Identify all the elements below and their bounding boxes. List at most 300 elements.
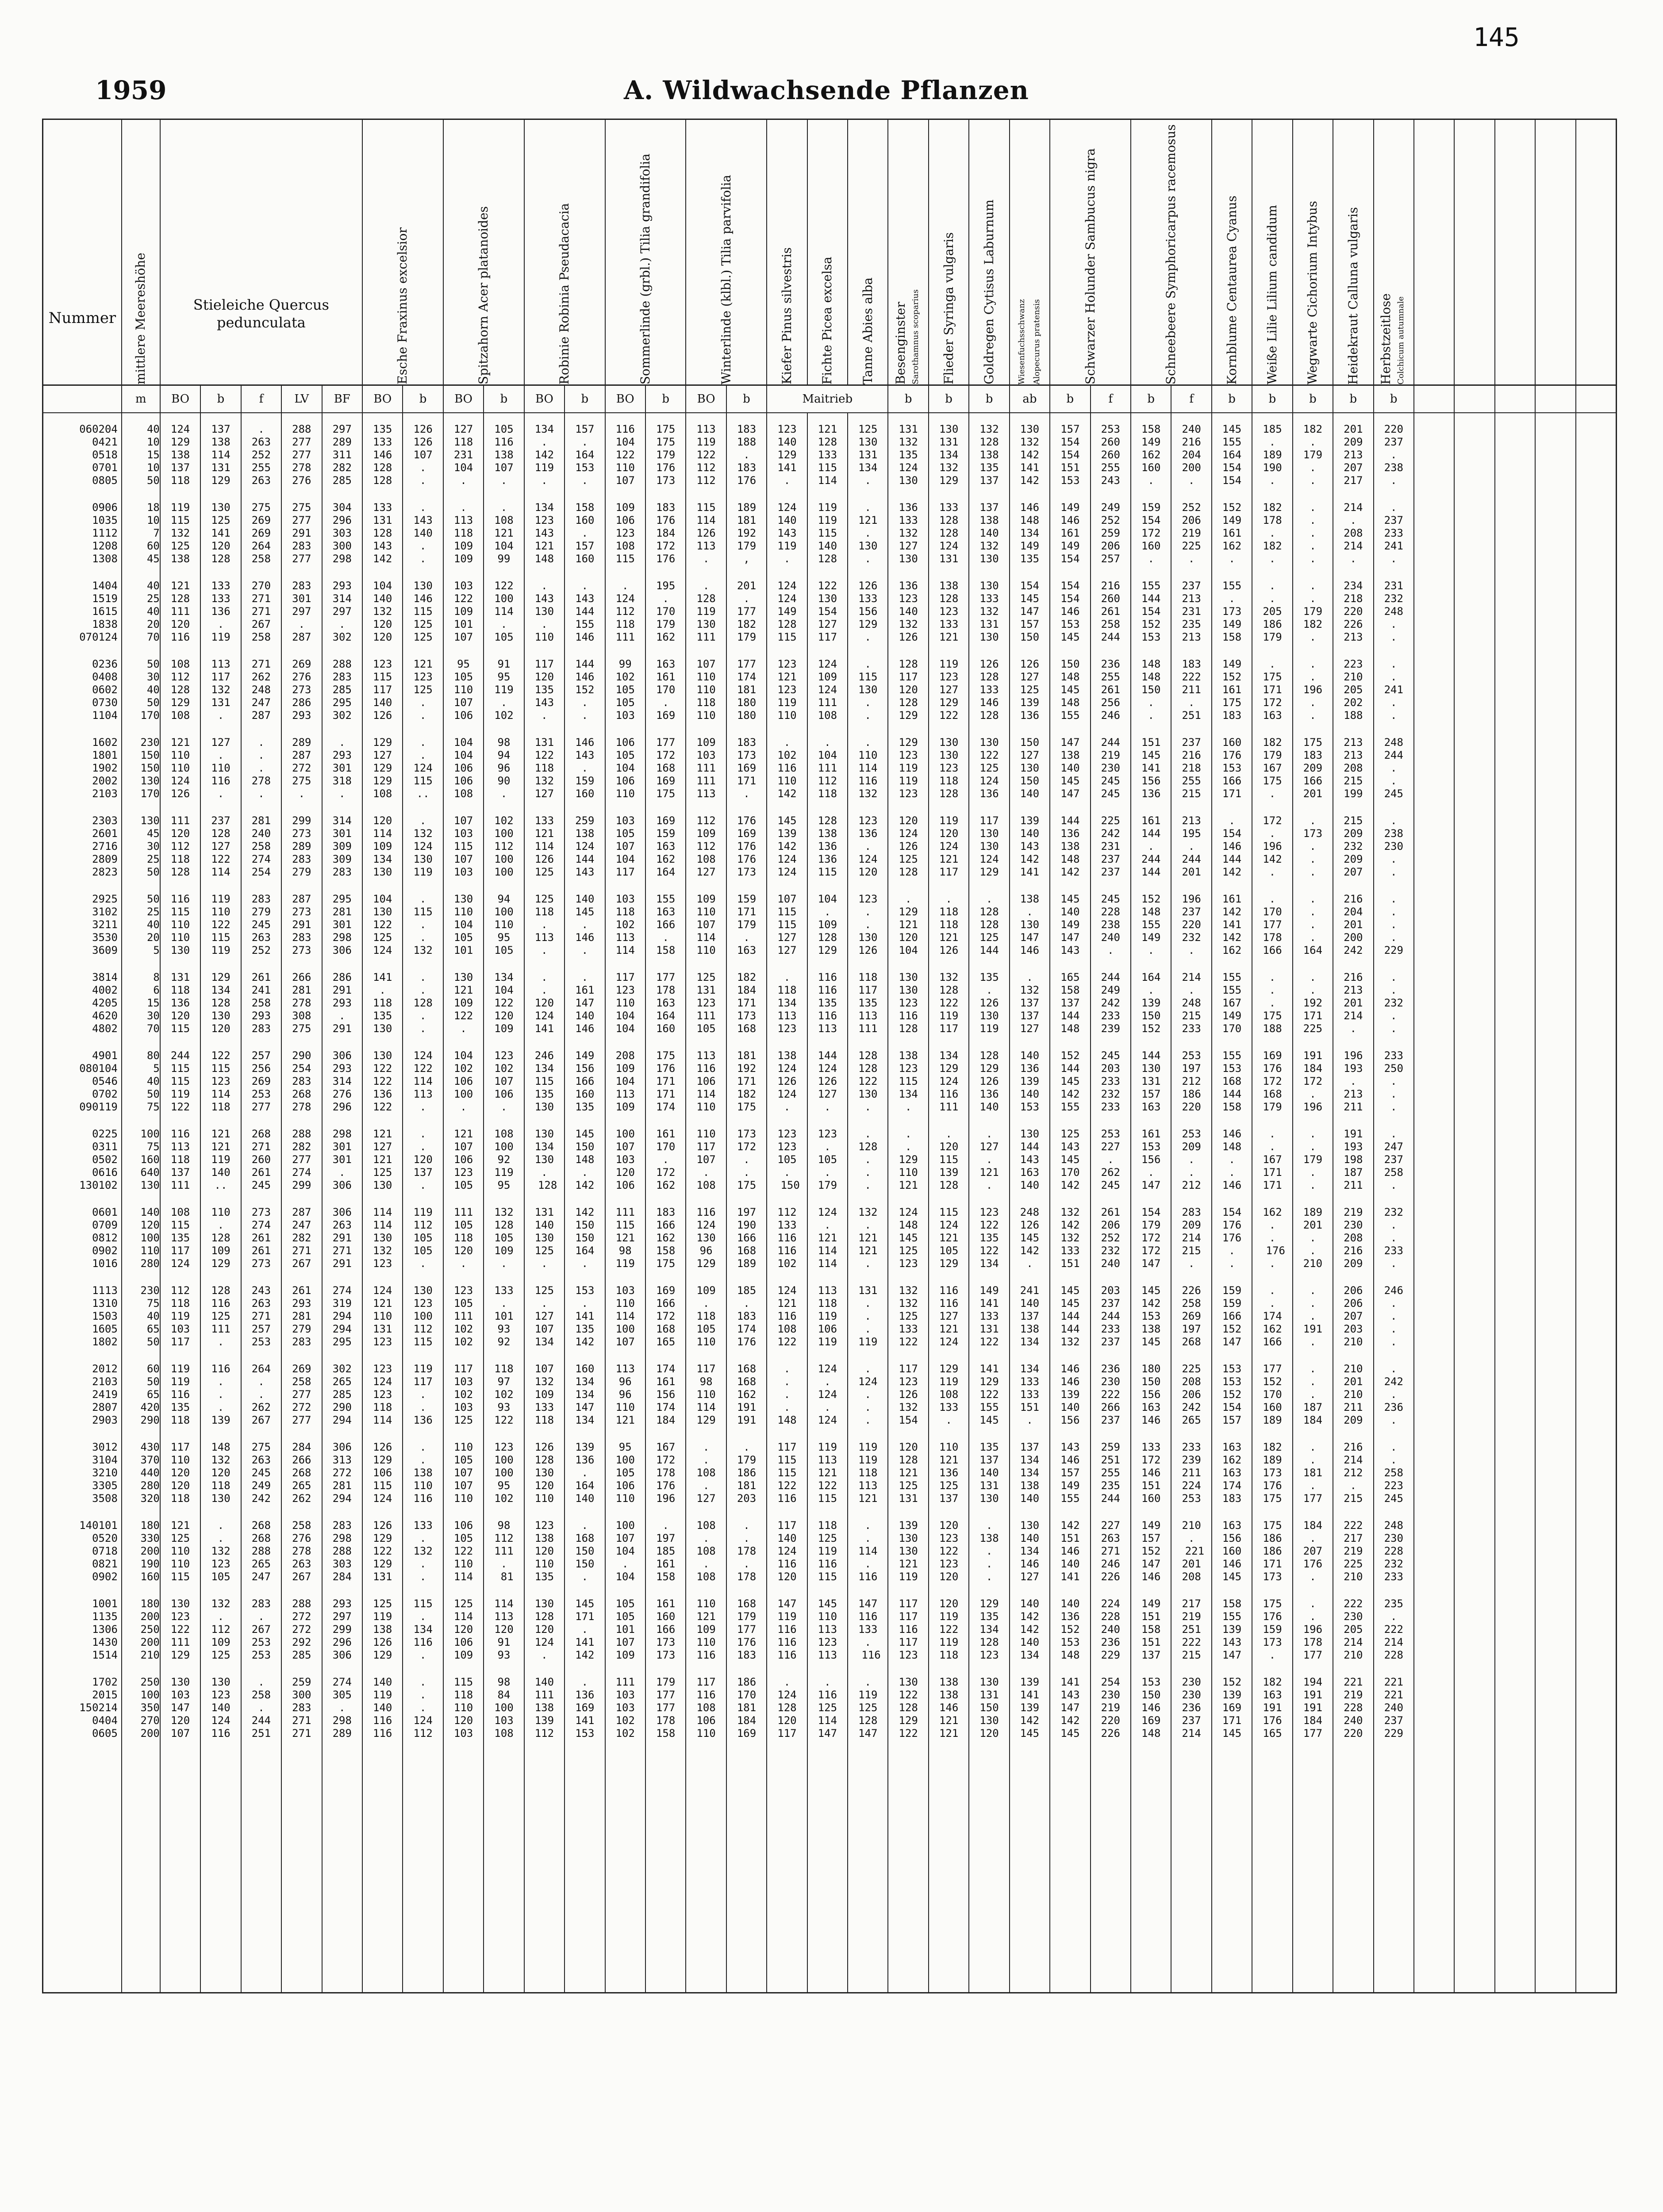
subheader-cell: b <box>1131 385 1171 413</box>
value-cell: 113 118 119 106 119 <box>807 1275 848 1353</box>
value-cell: 261 206 252 232 240 <box>1091 1196 1131 1275</box>
station-number-cell: 3814 4002 4205 4620 4802 <box>43 961 122 1040</box>
subheader-cell: BF <box>322 385 362 413</box>
value-cell: 213 195 . 244 201 <box>1171 805 1211 883</box>
value-cell: 163 161 170 . 169 <box>645 648 686 726</box>
value-cell: 287 247 282 271 267 <box>281 1196 322 1275</box>
value-cell: 116 115 110 110 130 <box>160 883 200 961</box>
empty-cell <box>1050 1744 1090 1993</box>
value-cell: . . . 191 . <box>1293 1275 1333 1353</box>
value-cell: . 143 144 155 146 <box>565 570 605 648</box>
empty-cell <box>767 1744 807 1993</box>
empty-cell <box>1252 1744 1292 1993</box>
header-robinie: Robinie Robinia Pseudacacia <box>524 119 605 385</box>
value-cell: 161 160 166 173 173 <box>645 1588 686 1666</box>
value-cell: 129 119 108 133 . <box>929 1353 969 1431</box>
value-cell: . 128 128 125 144 <box>969 883 1009 961</box>
station-number-cell: 1404 1519 1615 1838 070124 <box>43 570 122 648</box>
header-schneebeere: Schneebeere Symphoricarpus racemosus <box>1131 119 1212 385</box>
value-cell: 137 134 134 138 140 <box>1010 1431 1050 1509</box>
empty-cell <box>1495 1588 1535 1666</box>
value-cell: 271 262 248 247 287 <box>241 648 281 726</box>
value-cell: 248 230 228 232 233 <box>1374 1509 1414 1588</box>
value-cell: . . 114 . 116 <box>848 1509 888 1588</box>
value-cell: 147 116 133 . 116 <box>848 1588 888 1666</box>
value-cell: 149 156 166 160 135 <box>565 1040 605 1118</box>
value-cell: 158 155 139 143 147 <box>1212 1588 1252 1666</box>
value-cell: 124 121 116 108 122 <box>767 1275 807 1353</box>
empty-cell <box>969 1744 1009 1993</box>
value-cell: 257 256 269 253 277 <box>241 1040 281 1118</box>
value-cell: 119 119 115 140 128 <box>807 492 848 570</box>
value-cell: 182 189 173 176 175 <box>1252 1431 1292 1509</box>
value-cell: 108 112 128 129 108 <box>160 648 200 726</box>
value-cell: 152 149 161 162 . <box>1212 492 1252 570</box>
value-cell: 152 144 145 142 155 <box>1050 1040 1090 1118</box>
empty-cell <box>1535 1118 1575 1196</box>
value-cell: 137 138 114 131 129 <box>200 413 241 492</box>
value-cell: 134 104 122 120 109 <box>484 961 524 1040</box>
value-cell: 222 217 219 225 210 <box>1333 1509 1373 1588</box>
value-cell: . 247 237 258 . <box>1374 1118 1414 1196</box>
value-cell: 122 130 154 127 117 <box>807 570 848 648</box>
value-cell: 133 133 136 . 119 <box>200 570 241 648</box>
empty-cell <box>1535 961 1575 1040</box>
subheader-cell: BO <box>686 385 726 413</box>
empty-cell <box>322 1744 362 1993</box>
year-label: 1959 <box>95 75 167 105</box>
value-cell: 191 184 172 . 196 <box>1293 1040 1333 1118</box>
elevation-cell: 230 75 40 65 50 <box>122 1275 160 1353</box>
value-cell: 259 251 255 235 244 <box>1091 1431 1131 1509</box>
value-cell: . . 192 171 225 <box>1293 961 1333 1040</box>
empty-cell <box>1495 648 1535 726</box>
value-cell: 248 126 145 142 . <box>1010 1196 1050 1275</box>
value-cell: 108 100 92 119 95 <box>484 1118 524 1196</box>
value-cell: 268 271 260 261 245 <box>241 1118 281 1196</box>
station-number-cell: 2925 3102 3211 3530 3609 <box>43 883 122 961</box>
value-cell: 177 152 170 160 189 <box>1252 1353 1292 1431</box>
table-row-group <box>43 1588 1617 1666</box>
value-cell: 145 139 142 124 124 <box>767 805 807 883</box>
value-cell: . 179 186 181 203 <box>726 1431 767 1509</box>
empty-cell <box>524 1744 565 1993</box>
empty-cell <box>1454 1431 1494 1509</box>
value-cell: . . 196 178 177 <box>1293 1588 1333 1666</box>
value-cell: 112 133 116 116 102 <box>767 1196 807 1275</box>
value-cell: 130 131 134 132 129 <box>929 413 969 492</box>
value-cell: 113 116 106 114 110 <box>686 1040 726 1118</box>
value-cell: . . 108 . 127 <box>686 1431 726 1509</box>
value-cell: 145 110 113 123 113 <box>807 1588 848 1666</box>
empty-cell <box>1576 1275 1617 1353</box>
value-cell: 132 128 138 135 137 <box>969 413 1009 492</box>
value-cell: 105 116 138 107 . <box>484 413 524 492</box>
value-cell: 124 121 110 131 123 <box>362 1275 403 1353</box>
empty-column <box>1414 119 1454 385</box>
value-cell: 284 266 268 265 262 <box>281 1431 322 1509</box>
value-cell: 168 168 162 191 191 <box>726 1353 767 1431</box>
empty-cell <box>1535 492 1575 570</box>
value-cell: 120 123 122 123 120 <box>929 1509 969 1588</box>
value-cell: 253 227 . 262 245 <box>1091 1118 1131 1196</box>
empty-cell <box>1454 805 1494 883</box>
value-cell: 95 100 105 106 110 <box>605 1431 645 1509</box>
empty-cell <box>1495 1040 1535 1118</box>
value-cell: 146 148 134 149 135 <box>1010 492 1050 570</box>
value-cell: 146 148 . . 146 <box>1212 1118 1252 1196</box>
value-cell: 124 140 143 119 . <box>767 492 807 570</box>
subheader-cell <box>1414 385 1454 413</box>
value-cell: 130 134 130 . 128 <box>524 1118 565 1196</box>
value-cell: 115 124 121 105 129 <box>929 1196 969 1275</box>
value-cell: 146 143 . 159 160 <box>565 726 605 805</box>
value-cell: . . 174 162 166 <box>1252 1275 1292 1353</box>
value-cell: 216 204 201 200 242 <box>1333 883 1373 961</box>
value-cell: 180 150 156 163 146 <box>1131 1353 1171 1431</box>
value-cell: 121 107 106 123 105 <box>443 1118 484 1196</box>
value-cell: 183 222 211 . 251 <box>1171 648 1211 726</box>
header-hoehe: mittlere Meereshöhe <box>122 119 160 385</box>
subheader-cell: b <box>403 385 443 413</box>
empty-cell <box>1576 648 1617 726</box>
value-cell: 104 104 106 106 108 <box>443 726 484 805</box>
value-cell: 130 146 115 125 125 <box>403 570 443 648</box>
header-kiefer: Kiefer Pinus silvestris <box>767 119 807 385</box>
value-cell: 129 134 128 130 120 <box>200 961 241 1040</box>
empty-cell <box>1414 1588 1454 1666</box>
value-cell: 91 95 119 . 102 <box>484 648 524 726</box>
value-cell: 244 219 230 245 245 <box>1091 726 1131 805</box>
value-cell: 132 132 125 133 122 <box>888 1275 928 1353</box>
value-cell: 133 . 101 93 92 <box>484 1275 524 1353</box>
value-cell: . 119 125 128 147 <box>848 1666 888 1744</box>
value-cell: 248 244 . . 245 <box>1374 726 1414 805</box>
empty-cell <box>1576 570 1617 648</box>
value-cell: 117 140 124 116 120 <box>767 1509 807 1588</box>
value-cell: 195 . 170 179 162 <box>645 570 686 648</box>
value-cell: 225 208 206 242 265 <box>1171 1353 1211 1431</box>
value-cell: 172 . 196 142 . <box>1252 805 1292 883</box>
empty-cell <box>1414 805 1454 883</box>
station-number-cell: 0236 0408 0602 0730 1104 <box>43 648 122 726</box>
value-cell: 143 146 157 149 155 <box>1050 1431 1090 1509</box>
value-cell: 149 157 152 147 146 <box>1131 1509 1171 1588</box>
value-cell: . . 124 115 .. <box>403 726 443 805</box>
value-cell: 216 213 201 214 . <box>1333 961 1373 1040</box>
subheader-cell <box>1535 385 1575 413</box>
value-cell: 133 121 114 126 125 <box>524 805 565 883</box>
value-cell: . 116 125 114 147 <box>807 1666 848 1744</box>
subheader-cell: m <box>122 385 160 413</box>
value-cell: . 168 150 150 . <box>565 1509 605 1588</box>
empty-filler-row <box>43 1744 1617 1993</box>
empty-cell <box>1535 1744 1575 1993</box>
value-cell: 197 190 166 168 189 <box>726 1196 767 1275</box>
value-cell: 131 . . . 119 <box>848 1275 888 1353</box>
value-cell: . 258 . 244 251 <box>241 1666 281 1744</box>
value-cell: 152 148 155 149 . <box>1131 883 1171 961</box>
subheader-cell: b <box>1212 385 1252 413</box>
empty-cell <box>1495 1275 1535 1353</box>
empty-cell <box>1535 1196 1575 1275</box>
value-cell: 290 254 283 268 278 <box>281 1040 322 1118</box>
value-cell: 182 184 171 173 168 <box>726 961 767 1040</box>
empty-cell <box>1454 1353 1494 1431</box>
value-cell: 288 282 277 274 299 <box>281 1118 322 1196</box>
value-cell: 117 130 130 124 129 <box>969 805 1009 883</box>
empty-cell <box>1414 648 1454 726</box>
value-cell: 237 213 231 235 213 <box>1171 570 1211 648</box>
value-cell: 104 140 132 120 120 <box>362 570 403 648</box>
value-cell: 283 279 245 263 252 <box>241 883 281 961</box>
value-cell: 124 . 121 114 114 <box>807 1196 848 1275</box>
empty-cell <box>484 1744 524 1993</box>
subheader-cell: b <box>1050 385 1090 413</box>
subheader-cell: b <box>969 385 1009 413</box>
value-cell: 125 131 123 111 105 <box>686 961 726 1040</box>
value-cell: 268 268 288 265 247 <box>241 1509 281 1588</box>
value-cell: 159 154 172 160 . <box>1131 492 1171 570</box>
value-cell: 125 114 120 106 109 <box>443 1588 484 1666</box>
value-cell: 123 121 123 119 110 <box>767 648 807 726</box>
empty-cell <box>362 1744 403 1993</box>
value-cell: 130 122 122 136 122 <box>362 1040 403 1118</box>
value-cell: 165 158 137 144 148 <box>1050 961 1090 1040</box>
empty-cell <box>1495 883 1535 961</box>
value-cell: 130 132 142 141 142 <box>1010 413 1050 492</box>
table-row-group <box>43 1275 1617 1353</box>
empty-cell <box>1495 1744 1535 1993</box>
value-cell: 237 216 218 255 215 <box>1171 726 1211 805</box>
empty-cell <box>1414 1431 1454 1509</box>
value-cell: 117 123 126 132 154 <box>888 1353 928 1431</box>
empty-cell <box>1535 648 1575 726</box>
value-cell: 266 281 278 308 275 <box>281 961 322 1040</box>
empty-cell <box>1576 1588 1617 1666</box>
empty-cell <box>565 1744 605 1993</box>
value-cell: 119 123 127 129 122 <box>929 648 969 726</box>
value-cell: 126 128 133 146 128 <box>969 648 1009 726</box>
value-cell: . 110 114 116 132 <box>848 726 888 805</box>
value-cell: 104 130 122 125 124 <box>362 883 403 961</box>
value-cell: 130 122 128 129 122 <box>888 1666 928 1744</box>
subheader-cell: b <box>888 385 928 413</box>
value-cell: . . 120 137 . <box>403 1118 443 1196</box>
value-cell: 145 171 . 141 142 <box>565 1588 605 1666</box>
elevation-cell: 140 120 100 110 280 <box>122 1196 160 1275</box>
value-cell: 246 134 115 135 130 <box>524 1040 565 1118</box>
value-cell: 142 150 150 164 . <box>565 1196 605 1275</box>
value-cell: . 136 169 141 153 <box>565 1666 605 1744</box>
value-cell: 297 289 311 282 285 <box>322 413 362 492</box>
value-cell: 164 . 139 150 152 <box>1131 961 1171 1040</box>
empty-cell <box>1495 413 1535 492</box>
value-cell: 132 128 122 119 117 <box>929 961 969 1040</box>
value-cell: . 124 112 118 111 <box>605 570 645 648</box>
value-cell: 113 96 96 110 121 <box>605 1353 645 1431</box>
value-cell: 175 176 171 171 174 <box>645 1040 686 1118</box>
page-number: 145 <box>1473 22 1520 52</box>
table-row-group <box>43 1040 1617 1118</box>
value-cell: 182 . 179 . . <box>1293 413 1333 492</box>
value-cell: 157 . 164 153 . <box>565 413 605 492</box>
empty-cell <box>1414 1040 1454 1118</box>
value-cell: 107 115 115 127 127 <box>767 883 807 961</box>
empty-column <box>1495 119 1535 385</box>
empty-cell <box>1576 1353 1617 1431</box>
phenology-table <box>42 119 1617 1993</box>
subheader-cell <box>1495 385 1535 413</box>
value-cell: 201 . 177 182 179 <box>726 570 767 648</box>
value-cell: 140 136 152 153 148 <box>1050 1588 1090 1666</box>
elevation-cell: 430 370 440 280 320 <box>122 1431 160 1509</box>
value-cell: 123 138 120 110 135 <box>524 1509 565 1588</box>
empty-cell <box>1495 961 1535 1040</box>
value-cell: 288 272 272 292 285 <box>281 1588 322 1666</box>
subheader-cell: BO <box>160 385 200 413</box>
value-cell: 102 100 112 100 100 <box>484 805 524 883</box>
value-cell: . 154 146 144 142 <box>1212 805 1252 883</box>
header-stieleiche: Stieleiche Quercus pedunculata <box>160 119 362 385</box>
value-cell: 214 . 208 214 . <box>1333 492 1373 570</box>
value-cell: 139 141 139 142 145 <box>1010 1666 1050 1744</box>
value-cell: 118 117 135 113 111 <box>848 961 888 1040</box>
value-cell: 128 129 126 136 140 <box>969 1040 1009 1118</box>
empty-cell <box>1454 883 1494 961</box>
value-cell: 161 142 141 142 162 <box>1212 883 1252 961</box>
empty-cell <box>1414 1196 1454 1275</box>
subheader-cell: f <box>241 385 281 413</box>
value-cell: 141 129 122 155 145 <box>969 1353 1009 1431</box>
value-cell: 123 115 117 140 126 <box>362 648 403 726</box>
value-cell: 269 276 273 286 293 <box>281 648 322 726</box>
empty-cell <box>1576 1666 1617 1744</box>
value-cell: 241 140 137 138 134 <box>1010 1275 1050 1353</box>
value-cell: 103 122 109 101 107 <box>443 570 484 648</box>
value-cell: 120 128 121 125 131 <box>888 1431 928 1509</box>
elevation-cell: 40 10 15 10 50 <box>122 413 160 492</box>
empty-cell <box>1495 1666 1535 1744</box>
subheader-cell: b <box>565 385 605 413</box>
value-cell: 111 103 103 102 102 <box>605 1666 645 1744</box>
value-cell: 124 109 124 111 108 <box>807 648 848 726</box>
value-cell: 306 263 291 271 291 <box>322 1196 362 1275</box>
value-cell: 148 132 120 118 130 <box>200 1431 241 1509</box>
value-cell: 216 260 261 258 244 <box>1091 570 1131 648</box>
value-cell: 125 130 131 134 . <box>848 413 888 492</box>
value-cell: 304 296 303 300 298 <box>322 492 362 570</box>
table-row-group <box>43 1196 1617 1275</box>
empty-cell <box>403 1744 443 1993</box>
value-cell: 183 188 . 183 176 <box>726 413 767 492</box>
value-cell: 130 125 141 120 128 <box>200 492 241 570</box>
empty-cell <box>1454 413 1494 492</box>
empty-cell <box>443 1744 484 1993</box>
value-cell: 114 114 130 132 123 <box>362 1196 403 1275</box>
value-cell: 236 230 222 266 237 <box>1091 1353 1131 1431</box>
value-cell: 147 138 140 145 147 <box>1050 726 1090 805</box>
value-cell: 130 110 104 105 101 <box>443 883 484 961</box>
value-cell: 123 136 . 124 120 <box>848 805 888 883</box>
value-cell: 243 263 271 257 253 <box>241 1275 281 1353</box>
value-cell: 249 252 259 206 257 <box>1091 492 1131 570</box>
empty-column <box>1576 119 1617 385</box>
value-cell: 283 301 297 . 287 <box>281 570 322 648</box>
value-cell: 124 124 149 128 115 <box>767 570 807 648</box>
value-cell: 302 265 285 290 294 <box>322 1353 362 1431</box>
value-cell: 162 . . 176 . <box>1252 1196 1292 1275</box>
value-cell: 189 181 192 179 , <box>726 492 767 570</box>
value-cell: 220 237 . 238 . <box>1374 413 1414 492</box>
value-cell: 95 105 110 107 106 <box>443 648 484 726</box>
empty-cell <box>1454 961 1494 1040</box>
value-cell: 121 121 119 140 .. <box>200 1118 241 1196</box>
value-cell: 210 201 210 211 209 <box>1333 1353 1373 1431</box>
elevation-cell: 50 30 40 50 170 <box>122 648 160 726</box>
empty-cell <box>1576 1431 1617 1509</box>
value-cell: 253 260 260 255 243 <box>1091 413 1131 492</box>
value-cell: 182 178 . 182 . <box>1252 492 1292 570</box>
value-cell: . 115 130 . . <box>848 648 888 726</box>
empty-cell <box>1495 726 1535 805</box>
value-cell: 121 128 133 115 114 <box>807 413 848 492</box>
header-spitzahorn: Spitzahorn Acer platanoides <box>443 119 524 385</box>
value-cell: 134 129 124 116 111 <box>929 1040 969 1118</box>
empty-cell <box>1576 805 1617 883</box>
empty-cell <box>1576 726 1617 805</box>
value-cell: 146 146 139 140 156 <box>1050 1353 1090 1431</box>
value-cell: 293 297 299 296 306 <box>322 1588 362 1666</box>
value-cell: 121 123 125 . . <box>403 648 443 726</box>
table-row-group <box>43 1509 1617 1588</box>
value-cell: 183 166 162 158 175 <box>645 1196 686 1275</box>
subheader-cell <box>1576 385 1617 413</box>
table-row-group <box>43 413 1617 492</box>
value-cell: 98 84 100 103 108 <box>484 1666 524 1744</box>
value-cell: 261 293 281 279 283 <box>281 1275 322 1353</box>
table-row-group <box>43 492 1617 570</box>
empty-cell <box>1333 1744 1373 1993</box>
value-cell: 110 . 128 109 129 <box>200 1196 241 1275</box>
value-cell: 210 . 221 201 208 <box>1171 1509 1211 1588</box>
elevation-cell: 60 50 65 420 290 <box>122 1353 160 1431</box>
value-cell: 177 174 181 180 180 <box>726 648 767 726</box>
station-number-cell: 4901 080104 0546 0702 090119 <box>43 1040 122 1118</box>
value-cell: 123 140 129 141 . <box>767 413 807 492</box>
value-cell: 130 140 134 146 127 <box>1010 1509 1050 1588</box>
value-cell: 100 107 103 120 106 <box>605 1118 645 1196</box>
value-cell: . . . 175 188 <box>1252 961 1292 1040</box>
value-cell: 161 153 156 . 147 <box>1131 1118 1171 1196</box>
value-cell: 123 105 111 102 102 <box>443 1275 484 1353</box>
value-cell: 112 118 119 103 117 <box>160 1275 200 1353</box>
value-cell: 126 129 106 115 124 <box>362 1431 403 1509</box>
value-cell: 117 116 108 106 110 <box>686 1666 726 1744</box>
value-cell: 139 136 . 164 140 <box>565 1431 605 1509</box>
value-cell: 129 127 129 129 108 <box>362 726 403 805</box>
value-cell: 131 132 135 124 130 <box>888 413 928 492</box>
value-cell: 281 240 258 274 254 <box>241 805 281 883</box>
value-cell: 130 123 122 111 129 <box>160 1588 200 1666</box>
value-cell: 223 210 205 202 188 <box>1333 648 1373 726</box>
empty-cell <box>1495 1431 1535 1509</box>
value-cell: . 102 116 110 142 <box>767 726 807 805</box>
value-cell: 115 118 110 120 103 <box>443 1666 484 1744</box>
value-cell: 122 100 114 . 105 <box>484 570 524 648</box>
value-cell: 215 209 232 209 207 <box>1333 805 1373 883</box>
value-cell: 130 131 150 130 120 <box>969 1666 1009 1744</box>
